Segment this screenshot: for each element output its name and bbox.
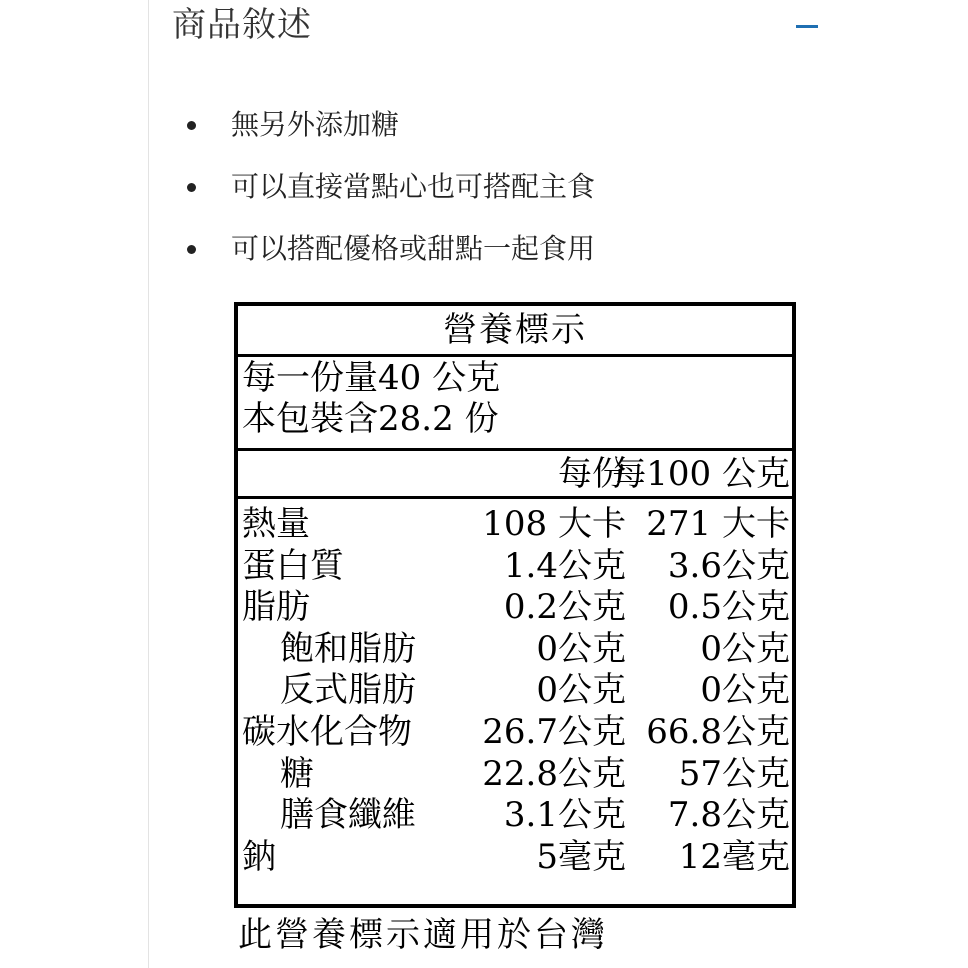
serving-size: 每一份量40 公克 [242, 358, 501, 398]
bullet-icon [187, 121, 196, 130]
nutrient-per-serving: 0公克 [536, 628, 626, 669]
nutrient-per-serving: 3.1公克 [503, 795, 626, 836]
nutrient-row [238, 837, 792, 878]
nutrient-per-100g: 12毫克 [678, 836, 790, 877]
minus-icon [796, 25, 818, 28]
nutrient-per-serving: 5毫克 [536, 836, 626, 877]
nutrient-per-100g: 3.6公克 [667, 545, 790, 586]
nutrient-row [238, 670, 792, 711]
serving-info [242, 358, 500, 440]
nutrition-footnote: 此營養標示適用於台灣 [238, 915, 608, 955]
collapse-button[interactable] [792, 8, 824, 40]
nutrient-per-serving: 0公克 [536, 670, 626, 711]
nutrient-name: 脂肪 [242, 587, 310, 628]
nutrient-per-100g: 7.8公克 [667, 795, 790, 836]
list-item-text: 無另外添加糖 [231, 108, 400, 141]
list-item-text: 可以搭配優格或甜點一起食用 [231, 232, 596, 265]
list-item [185, 224, 595, 286]
nutrient-per-serving: 22.8公克 [482, 753, 626, 794]
list-item [185, 100, 595, 162]
nutrient-name: 膳食纖維 [280, 795, 416, 836]
list-item-text: 可以直接當點心也可搭配主食 [231, 170, 596, 203]
bullet-icon [187, 183, 196, 192]
nutrient-name: 蛋白質 [242, 545, 344, 586]
nutrient-per-100g: 66.8公克 [646, 712, 790, 752]
nutrient-per-100g: 57公克 [678, 753, 790, 794]
nutrient-row [238, 546, 792, 587]
nutrition-label-image [234, 302, 796, 908]
nutrient-row [238, 712, 792, 753]
divider [238, 496, 792, 499]
list-item [185, 162, 595, 224]
nutrient-name: 碳水化合物 [242, 712, 412, 752]
nutrient-row [238, 754, 792, 795]
nutrient-per-100g: 0公克 [700, 628, 790, 669]
nutrient-row [238, 629, 792, 670]
nutrient-per-serving: 1.4公克 [503, 545, 626, 586]
servings-per-pack: 本包裝含28.2 份 [242, 399, 499, 439]
nutrient-per-100g: 0.5公克 [667, 587, 790, 628]
nutrient-name: 熱量 [242, 504, 310, 544]
column-header-per-serving: 每份 [558, 454, 626, 494]
nutrient-row [238, 587, 792, 628]
nutrient-per-100g: 271 大卡 [646, 504, 790, 544]
nutrient-per-100g: 0公克 [700, 670, 790, 711]
nutrient-name: 反式脂肪 [280, 670, 416, 711]
nutrient-name: 飽和脂肪 [280, 628, 416, 669]
description-list [185, 100, 595, 286]
nutrient-per-serving: 26.7公克 [482, 712, 626, 752]
nutrient-name: 鈉 [242, 836, 276, 877]
nutrition-title: 營養標示 [238, 306, 792, 357]
nutrient-row [238, 795, 792, 836]
nutrient-name: 糖 [280, 753, 314, 794]
bullet-icon [187, 245, 196, 254]
column-header-per-100g: 每100 公克 [612, 454, 790, 494]
divider [238, 448, 792, 451]
nutrient-per-serving: 0.2公克 [503, 587, 626, 628]
section-title: 商品敘述 [172, 5, 312, 45]
left-divider [148, 0, 149, 968]
section-header [172, 0, 828, 50]
nutrient-row [238, 504, 792, 545]
nutrient-per-serving: 108 大卡 [482, 504, 626, 544]
